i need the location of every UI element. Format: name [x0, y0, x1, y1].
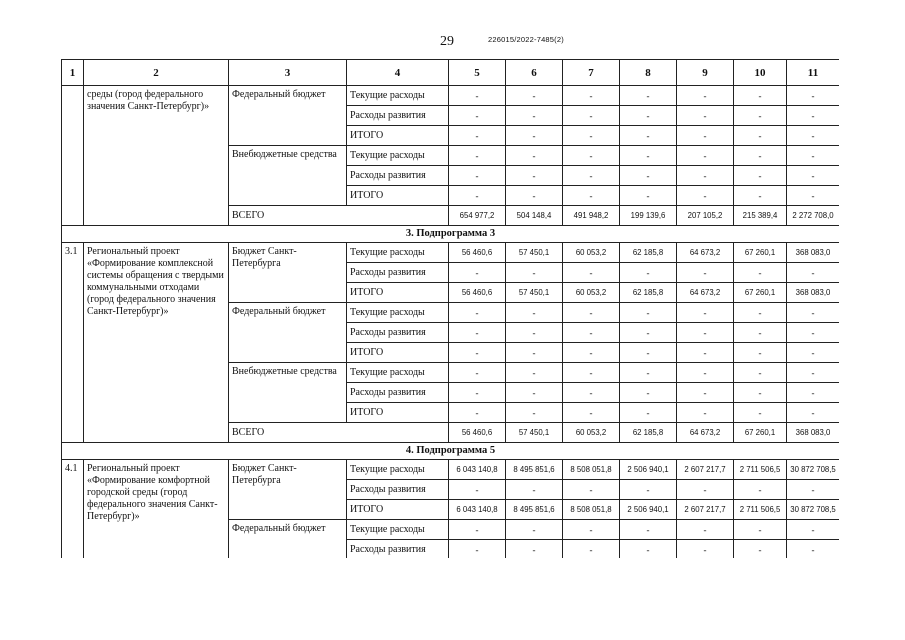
value-cell: -: [677, 166, 734, 186]
expense-type: Текущие расходы: [347, 460, 449, 480]
value-cell: 2 607 217,7: [677, 460, 734, 480]
expense-type: Расходы развития: [347, 323, 449, 343]
expense-type: Текущие расходы: [347, 86, 449, 106]
value-cell: -: [734, 186, 787, 206]
funding-source: Федеральный бюджет: [229, 86, 347, 146]
value-cell: 199 139,6: [620, 206, 677, 226]
expense-type: Текущие расходы: [347, 243, 449, 263]
page-number: 29: [440, 34, 454, 49]
value-cell: 67 260,1: [734, 243, 787, 263]
expense-type: ИТОГО: [347, 343, 449, 363]
value-cell: -: [449, 323, 506, 343]
value-cell: -: [449, 166, 506, 186]
value-cell: -: [506, 480, 563, 500]
project-name: Региональный проект «Формирование комфортной городской среды (город федерального значения Санкт-Петербург)»: [84, 460, 229, 559]
value-cell: -: [506, 86, 563, 106]
value-cell: -: [620, 263, 677, 283]
value-cell: -: [563, 86, 620, 106]
column-header: 5: [449, 60, 506, 86]
value-cell: 654 977,2: [449, 206, 506, 226]
funding-source: Бюджет Санкт-Петербурга: [229, 460, 347, 520]
value-cell: -: [506, 403, 563, 423]
value-cell: -: [620, 540, 677, 559]
column-header: 1: [62, 60, 84, 86]
value-cell: -: [563, 343, 620, 363]
value-cell: 6 043 140,8: [449, 460, 506, 480]
value-cell: -: [677, 323, 734, 343]
funding-source: Бюджет Санкт-Петербурга: [229, 243, 347, 303]
value-cell: -: [563, 520, 620, 540]
expense-type: Расходы развития: [347, 480, 449, 500]
value-cell: -: [506, 126, 563, 146]
expense-type: Текущие расходы: [347, 520, 449, 540]
value-cell: -: [506, 540, 563, 559]
value-cell: -: [677, 363, 734, 383]
value-cell: 368 083,0: [787, 423, 840, 443]
value-cell: -: [787, 186, 840, 206]
value-cell: 8 495 851,6: [506, 500, 563, 520]
value-cell: -: [734, 363, 787, 383]
value-cell: -: [563, 383, 620, 403]
value-cell: -: [677, 126, 734, 146]
value-cell: -: [677, 343, 734, 363]
value-cell: -: [563, 323, 620, 343]
value-cell: -: [449, 126, 506, 146]
value-cell: -: [787, 520, 840, 540]
expense-type: Текущие расходы: [347, 363, 449, 383]
value-cell: -: [506, 520, 563, 540]
table-row: [62, 243, 840, 263]
value-cell: -: [677, 540, 734, 559]
value-cell: 8 508 051,8: [563, 500, 620, 520]
value-cell: -: [563, 480, 620, 500]
table-row: [62, 460, 840, 480]
expense-type: Расходы развития: [347, 383, 449, 403]
value-cell: -: [506, 166, 563, 186]
value-cell: -: [620, 323, 677, 343]
value-cell: -: [506, 303, 563, 323]
value-cell: -: [787, 86, 840, 106]
column-header: 11: [787, 60, 840, 86]
value-cell: -: [677, 186, 734, 206]
value-cell: -: [734, 520, 787, 540]
value-cell: -: [620, 520, 677, 540]
value-cell: -: [449, 540, 506, 559]
value-cell: 56 460,6: [449, 423, 506, 443]
value-cell: -: [449, 383, 506, 403]
column-header: 8: [620, 60, 677, 86]
value-cell: 64 673,2: [677, 283, 734, 303]
value-cell: 6 043 140,8: [449, 500, 506, 520]
expense-type: Текущие расходы: [347, 303, 449, 323]
value-cell: -: [787, 323, 840, 343]
expense-type: ИТОГО: [347, 126, 449, 146]
value-cell: -: [449, 403, 506, 423]
value-cell: -: [620, 86, 677, 106]
value-cell: 62 185,8: [620, 423, 677, 443]
column-header: 4: [347, 60, 449, 86]
value-cell: -: [734, 383, 787, 403]
value-cell: 57 450,1: [506, 423, 563, 443]
value-cell: -: [677, 303, 734, 323]
value-cell: 30 872 708,5: [787, 460, 840, 480]
value-cell: -: [563, 186, 620, 206]
value-cell: -: [620, 383, 677, 403]
value-cell: -: [677, 520, 734, 540]
value-cell: -: [787, 146, 840, 166]
value-cell: -: [620, 363, 677, 383]
value-cell: -: [787, 540, 840, 559]
expense-type: Расходы развития: [347, 106, 449, 126]
value-cell: -: [787, 166, 840, 186]
value-cell: -: [563, 166, 620, 186]
expense-type: Текущие расходы: [347, 146, 449, 166]
value-cell: -: [620, 166, 677, 186]
value-cell: -: [734, 86, 787, 106]
value-cell: -: [734, 540, 787, 559]
value-cell: -: [787, 403, 840, 423]
total-label: ВСЕГО: [229, 206, 449, 226]
value-cell: -: [563, 146, 620, 166]
value-cell: -: [734, 403, 787, 423]
value-cell: 2 272 708,0: [787, 206, 840, 226]
value-cell: -: [787, 303, 840, 323]
value-cell: -: [563, 363, 620, 383]
value-cell: 64 673,2: [677, 423, 734, 443]
value-cell: 62 185,8: [620, 283, 677, 303]
section-row: [62, 443, 840, 460]
value-cell: 2 506 940,1: [620, 500, 677, 520]
value-cell: -: [506, 323, 563, 343]
value-cell: -: [787, 126, 840, 146]
value-cell: -: [449, 480, 506, 500]
project-name: Региональный проект «Формирование комплексной системы обращения с твердыми коммунальными отходами (город федерального значения Санкт-Петербург)»: [84, 243, 229, 443]
value-cell: -: [563, 126, 620, 146]
value-cell: -: [677, 146, 734, 166]
value-cell: -: [677, 480, 734, 500]
budget-table: [61, 59, 839, 558]
expense-type: ИТОГО: [347, 403, 449, 423]
value-cell: -: [620, 106, 677, 126]
value-cell: -: [787, 480, 840, 500]
value-cell: -: [620, 480, 677, 500]
value-cell: -: [449, 263, 506, 283]
value-cell: 60 053,2: [563, 283, 620, 303]
value-cell: 56 460,6: [449, 243, 506, 263]
table-row: [62, 86, 840, 106]
value-cell: 64 673,2: [677, 243, 734, 263]
value-cell: -: [734, 343, 787, 363]
value-cell: -: [734, 126, 787, 146]
expense-type: ИТОГО: [347, 186, 449, 206]
value-cell: 368 083,0: [787, 283, 840, 303]
value-cell: -: [449, 106, 506, 126]
value-cell: -: [620, 303, 677, 323]
value-cell: -: [449, 303, 506, 323]
expense-type: Расходы развития: [347, 540, 449, 559]
section-row: [62, 226, 840, 243]
table-frame: [61, 59, 839, 558]
value-cell: -: [506, 186, 563, 206]
value-cell: -: [563, 303, 620, 323]
value-cell: -: [787, 343, 840, 363]
value-cell: -: [506, 343, 563, 363]
column-header: 2: [84, 60, 229, 86]
value-cell: 368 083,0: [787, 243, 840, 263]
value-cell: -: [563, 263, 620, 283]
value-cell: -: [677, 86, 734, 106]
value-cell: -: [734, 166, 787, 186]
value-cell: -: [787, 263, 840, 283]
header-row: [62, 60, 840, 86]
column-header: 7: [563, 60, 620, 86]
funding-source: Федеральный бюджет: [229, 303, 347, 363]
value-cell: -: [787, 383, 840, 403]
project-name: среды (город федерального значения Санкт-Петербург)»: [84, 86, 229, 226]
value-cell: -: [734, 146, 787, 166]
value-cell: -: [506, 146, 563, 166]
value-cell: -: [620, 403, 677, 423]
funding-source: Федеральный бюджет: [229, 520, 347, 559]
total-label: ВСЕГО: [229, 423, 449, 443]
value-cell: -: [506, 363, 563, 383]
section-title: 4. Подпрограмма 5: [62, 443, 840, 460]
value-cell: -: [734, 263, 787, 283]
value-cell: 56 460,6: [449, 283, 506, 303]
row-number-cell: [62, 86, 84, 226]
value-cell: 2 711 506,5: [734, 460, 787, 480]
value-cell: 2 711 506,5: [734, 500, 787, 520]
value-cell: -: [449, 186, 506, 206]
value-cell: 8 508 051,8: [563, 460, 620, 480]
value-cell: -: [506, 106, 563, 126]
funding-source: Внебюджетные средства: [229, 363, 347, 423]
value-cell: -: [449, 146, 506, 166]
value-cell: -: [620, 146, 677, 166]
value-cell: 60 053,2: [563, 423, 620, 443]
value-cell: -: [506, 263, 563, 283]
column-header: 6: [506, 60, 563, 86]
value-cell: 67 260,1: [734, 283, 787, 303]
value-cell: -: [787, 106, 840, 126]
value-cell: 60 053,2: [563, 243, 620, 263]
value-cell: 207 105,2: [677, 206, 734, 226]
value-cell: -: [563, 540, 620, 559]
value-cell: 491 948,2: [563, 206, 620, 226]
value-cell: -: [787, 363, 840, 383]
value-cell: 30 872 708,5: [787, 500, 840, 520]
expense-type: ИТОГО: [347, 500, 449, 520]
value-cell: 57 450,1: [506, 243, 563, 263]
expense-type: Расходы развития: [347, 166, 449, 186]
value-cell: 62 185,8: [620, 243, 677, 263]
value-cell: -: [620, 186, 677, 206]
value-cell: -: [449, 363, 506, 383]
value-cell: -: [677, 383, 734, 403]
expense-type: ИТОГО: [347, 283, 449, 303]
value-cell: -: [620, 343, 677, 363]
value-cell: -: [734, 106, 787, 126]
value-cell: 57 450,1: [506, 283, 563, 303]
value-cell: -: [449, 520, 506, 540]
value-cell: 2 607 217,7: [677, 500, 734, 520]
value-cell: 215 389,4: [734, 206, 787, 226]
value-cell: -: [677, 403, 734, 423]
column-header: 9: [677, 60, 734, 86]
value-cell: 67 260,1: [734, 423, 787, 443]
value-cell: -: [734, 303, 787, 323]
value-cell: -: [449, 343, 506, 363]
value-cell: 504 148,4: [506, 206, 563, 226]
value-cell: -: [563, 403, 620, 423]
value-cell: 2 506 940,1: [620, 460, 677, 480]
value-cell: -: [677, 106, 734, 126]
value-cell: 8 495 851,6: [506, 460, 563, 480]
row-number-cell: 4.1: [62, 460, 84, 559]
column-header: 3: [229, 60, 347, 86]
value-cell: -: [734, 480, 787, 500]
value-cell: -: [563, 106, 620, 126]
row-number-cell: 3.1: [62, 243, 84, 443]
column-header: 10: [734, 60, 787, 86]
value-cell: -: [620, 126, 677, 146]
value-cell: -: [677, 263, 734, 283]
funding-source: Внебюджетные средства: [229, 146, 347, 206]
expense-type: Расходы развития: [347, 263, 449, 283]
section-title: 3. Подпрограмма 3: [62, 226, 840, 243]
value-cell: -: [734, 323, 787, 343]
value-cell: -: [449, 86, 506, 106]
value-cell: -: [506, 383, 563, 403]
document-code: 226015/2022-7485(2): [488, 35, 564, 44]
